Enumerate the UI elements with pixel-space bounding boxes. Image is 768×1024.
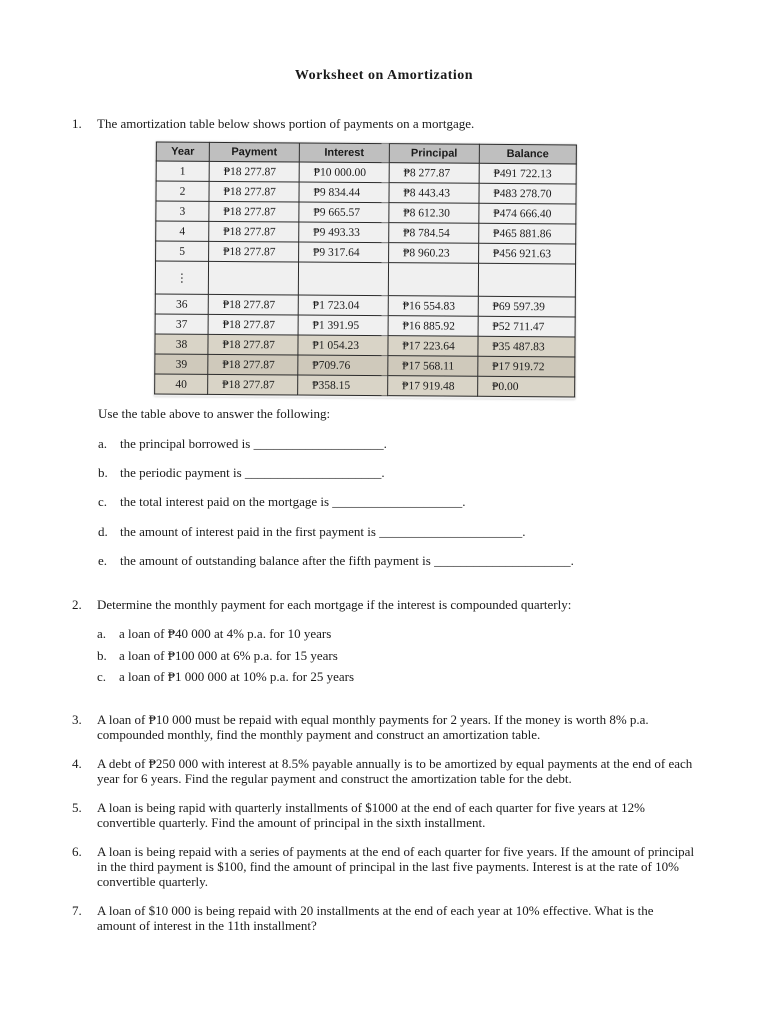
table-cell: 40 bbox=[155, 374, 208, 394]
table-cell: ₱18 277.87 bbox=[209, 221, 299, 242]
table-cell: 3 bbox=[156, 201, 209, 221]
sub-question-d bbox=[98, 524, 525, 540]
sub-question-text: a loan of ₱1 000 000 at 10% p.a. for 25 years bbox=[119, 669, 355, 684]
question-number: 5. bbox=[72, 800, 82, 815]
table-cell: ₱18 277.87 bbox=[208, 294, 298, 315]
table-cell: ₱18 277.87 bbox=[209, 241, 299, 262]
table-cell: ₱17 919.48 bbox=[388, 376, 478, 397]
sub-question-letter: b. bbox=[98, 465, 108, 480]
question-text: A debt of ₱250 000 with interest at 8.5% payable annually is to be amortized by equal payments at the end of each year for 6 years. Find the regular payment and construct the amortization table for the debt. bbox=[97, 756, 693, 786]
sub-question-text: a loan of ₱100 000 at 6% p.a. for 15 years bbox=[119, 648, 338, 663]
table-instruction: Use the table above to answer the following: bbox=[98, 406, 331, 421]
table-cell: 1 bbox=[156, 161, 209, 181]
sub-question-letter: c. bbox=[97, 669, 107, 684]
question-4 bbox=[72, 756, 702, 786]
table-row bbox=[155, 374, 575, 397]
table-cell: ₱491 722.13 bbox=[479, 163, 576, 184]
table-cell: ₱1 391.95 bbox=[298, 315, 388, 336]
sub-question-letter: a. bbox=[98, 436, 108, 451]
column-header: Payment bbox=[209, 142, 299, 162]
sub-question-a bbox=[98, 436, 387, 452]
sub-question-letter: d. bbox=[98, 524, 108, 539]
column-header: Interest bbox=[299, 143, 389, 163]
worksheet-title: Worksheet on Amortization bbox=[294, 68, 474, 83]
table-cell: ₱18 277.87 bbox=[209, 161, 299, 182]
sub-question-text: the amount of outstanding balance after the fifth payment is _____________________. bbox=[120, 553, 574, 568]
sub-question-letter: e. bbox=[98, 553, 108, 568]
table-cell: ₱18 277.87 bbox=[209, 181, 299, 202]
sub-question-2b bbox=[97, 648, 338, 664]
column-header: Balance bbox=[479, 144, 576, 164]
table-cell bbox=[478, 263, 575, 297]
table-cell: ₱9 665.57 bbox=[299, 202, 389, 223]
question-6 bbox=[72, 844, 702, 889]
question-number: 1. bbox=[72, 116, 82, 131]
sub-question-e bbox=[98, 553, 574, 569]
amortization-table bbox=[154, 142, 577, 398]
table-cell: ₱8 784.54 bbox=[389, 223, 479, 244]
table-cell: ₱1 723.04 bbox=[298, 295, 388, 316]
table-cell: ₱10 000.00 bbox=[299, 162, 389, 183]
table-cell bbox=[208, 261, 298, 295]
table-cell: ₱18 277.87 bbox=[208, 334, 298, 355]
column-header: Principal bbox=[389, 144, 479, 164]
column-header: Year bbox=[156, 142, 209, 161]
table-cell: ₱35 487.83 bbox=[478, 336, 575, 357]
sub-question-text: the principal borrowed is ____________________. bbox=[120, 436, 387, 451]
question-1 bbox=[72, 116, 712, 132]
table-cell: ₱8 277.87 bbox=[389, 163, 479, 184]
question-3 bbox=[72, 712, 702, 742]
sub-question-letter: c. bbox=[98, 494, 108, 509]
question-text: A loan is being rapid with quarterly installments of $1000 at the end of each quarter for five years at 12% convertible quarterly. Find the amount of principal in the sixth installment. bbox=[97, 800, 645, 830]
table-cell: ₱709.76 bbox=[298, 355, 388, 376]
table-cell: 2 bbox=[156, 181, 209, 201]
sub-question-text: the total interest paid on the mortgage is ____________________. bbox=[120, 494, 466, 509]
table-cell: ₱8 612.30 bbox=[389, 203, 479, 224]
table-cell: ₱52 711.47 bbox=[478, 316, 575, 337]
question-text: A loan is being repaid with a series of payments at the end of each quarter for five years. If the amount of principal in the third payment is $100, find the amount of principal in the last five payments. Interest is at the rate of 10% convertible quarterly. bbox=[97, 844, 695, 889]
table-cell: ₱358.15 bbox=[298, 375, 388, 396]
table-cell: ₱0.00 bbox=[477, 376, 574, 397]
table-cell bbox=[298, 262, 388, 296]
table-cell: 5 bbox=[156, 241, 209, 261]
table-cell: ₱474 666.40 bbox=[479, 203, 576, 224]
table-cell: ₱465 881.86 bbox=[479, 223, 576, 244]
question-number: 2. bbox=[72, 597, 82, 612]
sub-question-2c bbox=[97, 669, 354, 685]
table-cell: ₱456 921.63 bbox=[478, 243, 575, 264]
table-cell: 39 bbox=[155, 354, 208, 374]
question-number: 4. bbox=[72, 756, 82, 771]
table-cell: ₱483 278.70 bbox=[479, 183, 576, 204]
table-cell: ₱18 277.87 bbox=[208, 354, 298, 375]
question-number: 6. bbox=[72, 844, 82, 859]
table-cell: ₱17 919.72 bbox=[478, 356, 575, 377]
table-cell: ₱18 277.87 bbox=[209, 201, 299, 222]
table-cell: 38 bbox=[155, 334, 208, 354]
table-cell: ₱9 493.33 bbox=[299, 222, 389, 243]
question-7 bbox=[72, 903, 702, 933]
question-2 bbox=[72, 597, 702, 612]
table-cell: ₱17 223.64 bbox=[388, 336, 478, 357]
table-cell: ₱9 834.44 bbox=[299, 182, 389, 203]
question-text: The amortization table below shows portion of payments on a mortgage. bbox=[97, 116, 475, 131]
question-text: Determine the monthly payment for each mortgage if the interest is compounded quarterly: bbox=[97, 597, 572, 612]
sub-question-text: a loan of ₱40 000 at 4% p.a. for 10 years bbox=[119, 626, 332, 641]
sub-question-letter: a. bbox=[97, 626, 107, 641]
table-cell: ₱18 277.87 bbox=[208, 314, 298, 335]
sub-question-text: the periodic payment is _____________________. bbox=[120, 465, 385, 480]
sub-question-letter: b. bbox=[97, 648, 107, 663]
table-cell: 37 bbox=[155, 314, 208, 334]
table-ellipsis-row bbox=[155, 261, 575, 297]
sub-question-text: the amount of interest paid in the first payment is ______________________. bbox=[120, 524, 526, 539]
table-cell: ₱16 885.92 bbox=[388, 316, 478, 337]
ellipsis-cell: ⋮ bbox=[155, 261, 208, 294]
table-cell: ₱16 554.83 bbox=[388, 296, 478, 317]
table-cell: 36 bbox=[155, 294, 208, 314]
table-cell: ₱17 568.11 bbox=[388, 356, 478, 377]
table-cell: ₱8 443.43 bbox=[389, 183, 479, 204]
sub-question-b bbox=[98, 465, 385, 481]
table-cell: ₱18 277.87 bbox=[208, 374, 298, 395]
sub-question-2a bbox=[97, 626, 331, 642]
question-number: 3. bbox=[72, 712, 82, 727]
table-cell: 4 bbox=[156, 221, 209, 241]
sub-question-c bbox=[98, 494, 466, 510]
question-text: A loan of $10 000 is being repaid with 20 installments at the end of each year at 10% effective. What is the amount of interest in the 11th installment? bbox=[97, 903, 654, 933]
question-text: A loan of ₱10 000 must be repaid with equal monthly payments for 2 years. If the money is worth 8% p.a. compounded monthly, find the monthly payment and construct an amortization table. bbox=[97, 712, 649, 742]
amortization-table-photo bbox=[154, 142, 577, 400]
table-cell: ₱8 960.23 bbox=[388, 243, 478, 264]
table-cell: ₱9 317.64 bbox=[298, 242, 388, 263]
table-cell bbox=[388, 263, 478, 297]
table-cell: ₱69 597.39 bbox=[478, 296, 575, 317]
question-5 bbox=[72, 800, 702, 830]
table-cell: ₱1 054.23 bbox=[298, 335, 388, 356]
question-number: 7. bbox=[72, 903, 82, 918]
